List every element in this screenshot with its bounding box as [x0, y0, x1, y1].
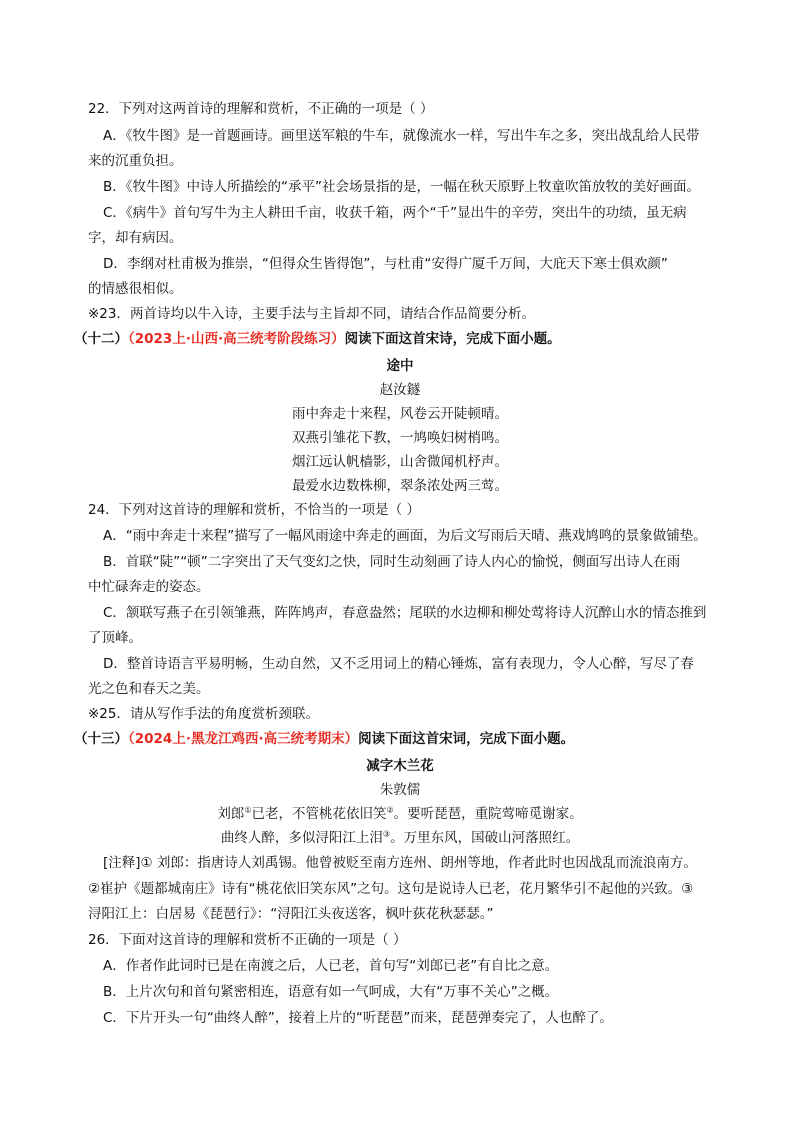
poem-text: 。万里东风，国破山河落照红。	[390, 830, 580, 846]
question-24-option-c: C．颔联写燕子在引领雏燕，阵阵鸠声，春意盎然；尾联的水边柳和柳处莺将诗人沉醉山水的情态推到	[103, 605, 707, 621]
poem-2-line-2	[0, 828, 800, 848]
section-12-header	[74, 329, 561, 349]
poem-2-title: 减字木兰花	[366, 758, 434, 774]
annotation-note-2: ②崔护《题都城南庄》诗有“桃花依旧笑东风”之句。这句是说诗人已老，花月繁华引不起他的兴致。③	[88, 881, 694, 897]
poem-1-line: 双燕引雏花下教，一鸠唤妇树梢鸣。	[292, 430, 508, 446]
section-12-number: （十二）	[74, 331, 128, 347]
question-26-stem: 26．下面对这首诗的理解和赏析不正确的一项是（ ）	[88, 932, 407, 948]
question-22-option-d: D．李纲对杜甫极为推崇，“但得众生皆得饱”，与杜甫“安得广厦千万间，大庇天下寒士俱欢颜”	[103, 256, 668, 272]
question-26-option-b: B．上片次句和首句紧密相连，语意有如一气呵成，大有“万事不关心”之概。	[103, 984, 559, 1000]
poem-1-line: 烟江远认帆樯影，山舍微闻机杼声。	[292, 454, 508, 470]
section-13-source: （2024上·黑龙江鸡西·高三统考期末）	[128, 731, 359, 747]
poem-2-author: 朱敦儒	[379, 782, 421, 798]
question-24-option-c-cont: 了顶峰。	[88, 630, 142, 646]
question-24-option-d: D．整首诗语言平易明畅，生动自然，又不乏用词上的精心锤炼，富有表现力，令人心醉，写尽了春	[103, 656, 694, 672]
question-23: ※23．两首诗均以牛入诗，主要手法与主旨却不同，请结合作品简要分析。	[88, 306, 535, 322]
footnote-marker: ②	[386, 805, 394, 815]
section-12-instruction: 阅读下面这首宋诗，完成下面小题。	[344, 331, 561, 347]
poem-text: 曲终人醉，多似浔阳江上泪	[220, 830, 383, 846]
section-13-instruction: 阅读下面这首宋词，完成下面小题。	[358, 731, 575, 747]
annotation-note-3: 浔阳江上：白居易《琵琶行》：“浔阳江头夜送客，枫叶荻花秋瑟瑟。”	[88, 906, 494, 922]
question-22-option-c-cont: 字，却有病因。	[88, 230, 183, 246]
question-22-option-c: C．《病牛》首句写牛为主人耕田千亩，收获千箱，两个“千”显出牛的辛劳，突出牛的功绩，虽无病	[103, 205, 687, 221]
footnote-marker: ③	[382, 829, 391, 839]
section-13-number: （十三）	[74, 731, 128, 747]
poem-1-line: 雨中奔走十来程，风卷云开陡顿晴。	[292, 406, 508, 422]
question-22-stem: 22．下列对这两首诗的理解和赏析，不正确的一项是（ ）	[88, 101, 434, 117]
annotation-note-1: [注释]① 刘郎：指唐诗人刘禹锡。他曾被贬至南方连州、朗州等地，作者此时也因战乱而流浪南方。	[103, 855, 697, 871]
question-25: ※25．请从写作手法的角度赏析颈联。	[88, 706, 319, 722]
question-24-option-d-cont: 光之色和春天之美。	[88, 681, 210, 697]
question-24-stem: 24．下列对这首诗的理解和赏析，不恰当的一项是（ ）	[88, 502, 420, 518]
poem-1-line: 最爱水边数株柳，翠条浓处两三莺。	[292, 478, 508, 494]
question-22-option-a: A．《牧牛图》是一首题画诗。画里送军粮的牛车，就像流水一样，写出牛车之多，突出战乱给人民带	[103, 128, 700, 144]
question-24-option-a: A．“雨中奔走十来程”描写了一幅风雨途中奔走的画面，为后文写雨后天晴、燕戏鸠鸣的景象做铺垫。	[103, 528, 707, 544]
poem-1-author: 赵汝鐩	[379, 382, 421, 398]
footnote-marker: ①	[244, 805, 252, 815]
question-22-option-d-cont: 的情感很相似。	[88, 281, 183, 297]
poem-1-title: 途中	[386, 358, 414, 374]
question-24-option-b: B．首联“陡”“顿”二字突出了天气变幻之快，同时生动刻画了诗人内心的愉悦，侧面写出诗人在雨	[103, 554, 681, 570]
section-13-header	[74, 729, 574, 749]
poem-text: 已老，不管桃花依旧笑	[251, 806, 387, 822]
poem-text: 。要听琵琶，重院莺啼觅谢家。	[393, 806, 583, 822]
question-26-option-a: A．作者作此词时已是在南渡之后，人已老，首句写“刘郎已老”有自比之意。	[103, 958, 559, 974]
question-22-option-b: B．《牧牛图》中诗人所描绘的“承平”社会场景指的是，一幅在秋天原野上牧童吹笛放牧的美好画面。	[103, 179, 700, 195]
question-22-option-a-cont: 来的沉重负担。	[88, 153, 183, 169]
question-26-option-c: C．下片开头一句“曲终人醉”，接着上片的“听琵琶”而来，琵琶弹奏完了，人也醉了。	[103, 1010, 613, 1026]
poem-text: 刘郎	[217, 806, 245, 822]
question-24-option-b-cont: 中忙碌奔走的姿态。	[88, 579, 210, 595]
poem-2-line-1	[0, 804, 800, 824]
section-12-source: （2023上·山西·高三统考阶段练习）	[128, 331, 345, 347]
